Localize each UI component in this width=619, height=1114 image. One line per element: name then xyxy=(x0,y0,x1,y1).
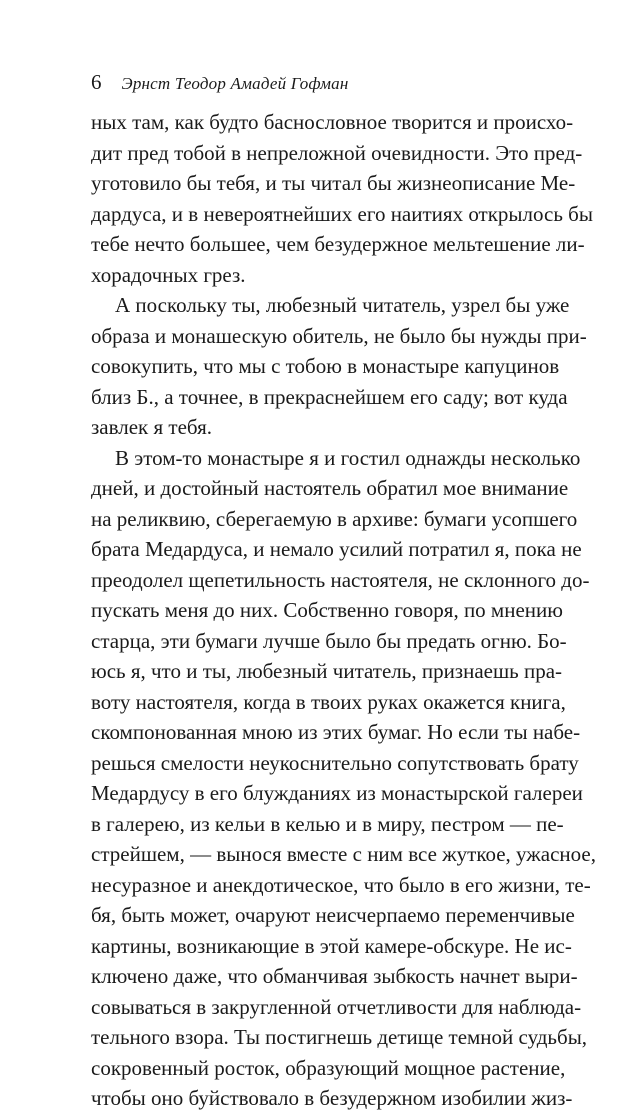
page-number: 6 xyxy=(91,70,102,94)
text-line: на реликвию, сберегаемую в архиве: бумаги усопшего xyxy=(91,506,578,531)
text-line: тебе нечто большее, чем безудержное мельтешение ли- xyxy=(91,232,585,256)
text-line: стрейшем, — вынося вместе с ним все жуткое, ужасное, xyxy=(91,842,596,866)
text-line: скомпонованная мною из этих бумаг. Но если ты набе- xyxy=(91,720,581,744)
text-line: хорадочных грез. xyxy=(91,262,246,287)
text-line: дардуса, и в невероятнейших его наитиях открылось бы xyxy=(91,201,593,226)
text-line: ключено даже, что обманчивая зыбкость начнет выри- xyxy=(91,964,578,988)
text-line: совываться в закругленной отчетливости для наблюда- xyxy=(91,994,582,1019)
text-line: бя, быть может, очаруют неисчерпаемо переменчивые xyxy=(91,903,575,927)
text-line: тельного взора. Ты постигнешь детище темной судьбы, xyxy=(91,1025,588,1049)
text-line: несуразное и анекдотическое, что было в его жизни, те- xyxy=(91,872,591,897)
body-text xyxy=(91,107,596,1114)
text-line: картины, возникающие в этой камере-обскуре. Не ис- xyxy=(91,933,572,958)
text-line: воту настоятеля, когда в твоих руках окажется книга, xyxy=(91,689,566,714)
text-line: завлек я тебя. xyxy=(91,415,212,439)
running-title: Эрнст Теодор Амадей Гофман xyxy=(121,74,349,93)
text-line: пускать меня до них. Собственно говоря, по мнению xyxy=(91,598,563,622)
text-line: в галерею, из кельи в келью и в миру, пестром — пе- xyxy=(91,811,564,836)
running-header xyxy=(91,70,539,94)
text-line: чтобы оно буйствовало в безудержном изобилии жиз- xyxy=(91,1086,573,1110)
text-line: брата Медардуса, и немало усилий потратил я, пока не xyxy=(91,537,582,561)
text-line: юсь я, что и ты, любезный читатель, признаешь пра- xyxy=(91,659,563,683)
text-line: близ Б., а точнее, в прекраснейшем его саду; вот куда xyxy=(91,384,568,409)
text-line: сокровенный росток, образующий мощное растение, xyxy=(91,1055,566,1080)
text-line: образа и монашескую обитель, не было бы нужды при- xyxy=(91,323,587,348)
text-line: дней, и достойный настоятель обратил мое внимание xyxy=(91,476,569,500)
paragraph-start-line: А поскольку ты, любезный читатель, узрел бы уже xyxy=(115,293,570,317)
text-line: совокупить, что мы с тобою в монастыре капуцинов xyxy=(91,354,560,378)
text-line: Медардусу в его блужданиях из монастырской галереи xyxy=(91,781,583,805)
text-line: ных там, как будто баснословное творится и происхо- xyxy=(91,110,574,134)
text-line: преодолел щепетильность настоятеля, не склонного до- xyxy=(91,567,590,592)
text-line: старца, эти бумаги лучше было бы предать огню. Бо- xyxy=(91,628,567,653)
text-line: дит пред тобой в непреложной очевидности. Это пред- xyxy=(91,140,583,165)
text-line: решься смелости неукоснительно сопутствовать брату xyxy=(91,750,579,775)
text-line: уготовило бы тебя, и ты читал бы жизнеописание Ме- xyxy=(91,171,576,195)
paragraph-start-line: В этом-то монастыре я и гостил однажды несколько xyxy=(115,445,581,470)
